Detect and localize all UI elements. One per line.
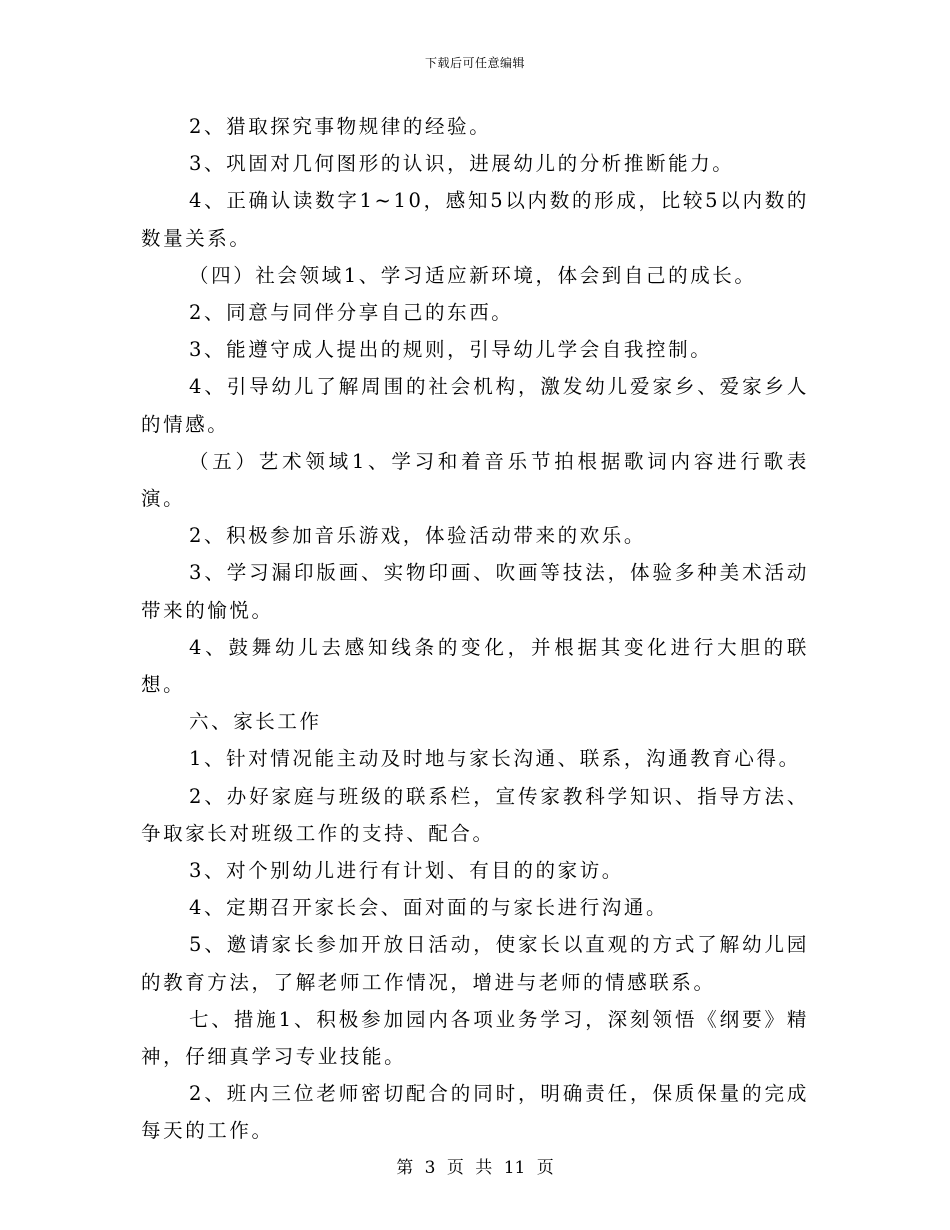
paragraph: 2、同意与同伴分享自己的东西。 bbox=[189, 301, 514, 325]
document-body bbox=[141, 108, 809, 1150]
paragraph: 3、巩固对几何图形的认识，进展幼儿的分析推断能力。 bbox=[189, 152, 735, 176]
paragraph: 4、正确认读数字1~10，感知5以内数的形成，比较5以内数的数量关系。 bbox=[141, 189, 809, 250]
page-label: 第 bbox=[396, 1158, 414, 1178]
total-label: 共 bbox=[475, 1158, 493, 1178]
paragraph: 2、猎取探究事物规律的经验。 bbox=[189, 115, 492, 138]
paragraph: 3、对个别幼儿进行有计划、有目的的家访。 bbox=[189, 859, 624, 883]
header-note: 下载后可任意编辑 bbox=[424, 56, 525, 70]
paragraph: 2、班内三位老师密切配合的同时，明确责任，保质保量的完成每天的工作。 bbox=[141, 1082, 809, 1143]
paragraph: （四）社会领域1、学习适应新环境，体会到自己的成长。 bbox=[189, 263, 757, 287]
paragraph: 3、能遵守成人提出的规则，引导幼儿学会自我控制。 bbox=[189, 338, 713, 362]
paragraph: 1、针对情况能主动及时地与家长沟通、联系，沟通教育心得。 bbox=[189, 747, 801, 771]
total-unit: 页 bbox=[536, 1158, 554, 1178]
paragraph: 4、定期召开家长会、面对面的与家长进行沟通。 bbox=[189, 896, 669, 920]
paragraph: 3、学习漏印版画、实物印画、吹画等技法，体验多种美术活动带来的愉悦。 bbox=[141, 561, 809, 622]
current-page-number: 3 bbox=[424, 1158, 436, 1178]
paragraph: 5、邀请家长参加开放日活动，使家长以直观的方式了解幼儿园的教育方法，了解老师工作情况，增进与老师的情感联系。 bbox=[141, 933, 809, 994]
paragraph: 2、积极参加音乐游戏，体验活动带来的欢乐。 bbox=[189, 524, 647, 548]
paragraph: 七、措施1、积极参加园内各项业务学习，深刻领悟《纲要》精神，仔细真学习专业技能。 bbox=[141, 1007, 809, 1069]
page-footer bbox=[0, 1153, 950, 1178]
paragraph: （五）艺术领域1、学习和着音乐节拍根据歌词内容进行歌表演。 bbox=[141, 449, 809, 511]
total-page-count: 11 bbox=[503, 1158, 526, 1178]
section-heading: 六、家长工作 bbox=[189, 710, 322, 734]
page-unit: 页 bbox=[446, 1158, 464, 1178]
paragraph: 4、鼓舞幼儿去感知线条的变化，并根据其变化进行大胆的联想。 bbox=[141, 635, 809, 697]
paragraph: 4、引导幼儿了解周围的社会机构，激发幼儿爱家乡、爱家乡人的情感。 bbox=[141, 375, 809, 436]
paragraph: 2、办好家庭与班级的联系栏，宣传家教科学知识、指导方法、争取家长对班级工作的支持、配合。 bbox=[141, 784, 809, 845]
